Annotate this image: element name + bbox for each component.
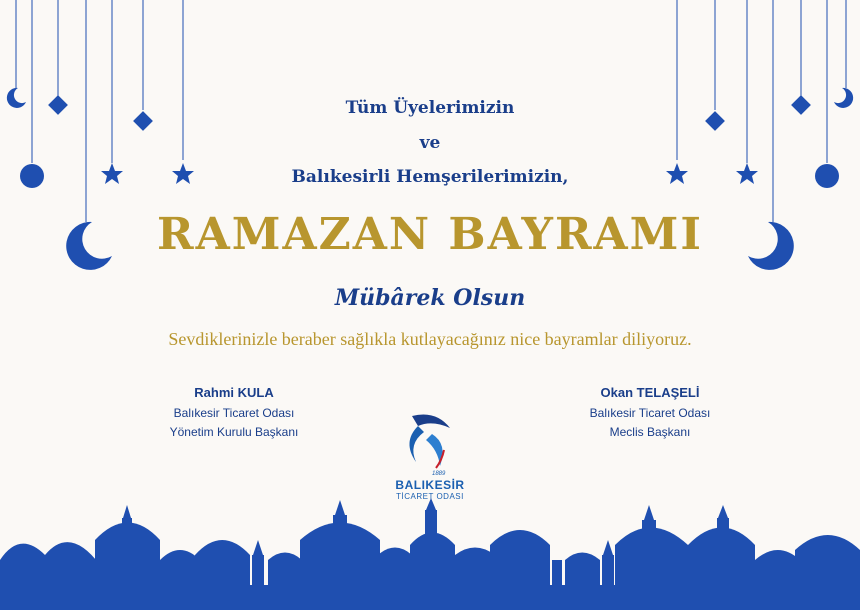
signatory-organization: Balıkesir Ticaret Odası <box>589 406 711 420</box>
signatory-left <box>104 385 364 444</box>
signatory-role: Yönetim Kurulu Başkanı <box>169 425 299 439</box>
signatory-right <box>520 385 780 444</box>
card-subtitle: Mübârek Olsun <box>334 285 526 311</box>
logo-subtitle: TİCARET ODASI <box>396 492 464 501</box>
greeting-line-1: Tüm Üyelerimizin <box>345 98 515 118</box>
chamber-logo <box>392 410 468 506</box>
signatory-role: Meclis Başkanı <box>609 425 691 439</box>
card-message: Sevdiklerinizle beraber sağlıkla kutlayacağınız nice bayramlar diliyoruz. <box>168 329 692 349</box>
chamber-emblem-icon <box>392 410 468 474</box>
card-title: RAMAZAN BAYRAMI <box>157 209 703 260</box>
signatory-name: Okan TELAŞELİ <box>600 385 700 400</box>
signatory-name: Rahmi KULA <box>194 385 274 400</box>
greeting-line-2: ve <box>419 133 441 153</box>
logo-name: BALIKESİR <box>395 478 465 492</box>
signatory-organization: Balıkesir Ticaret Odası <box>173 406 295 420</box>
logo-year: 1889 <box>432 471 446 477</box>
greeting-line-3: Balıkesirli Hemşerilerimizin, <box>291 167 569 187</box>
